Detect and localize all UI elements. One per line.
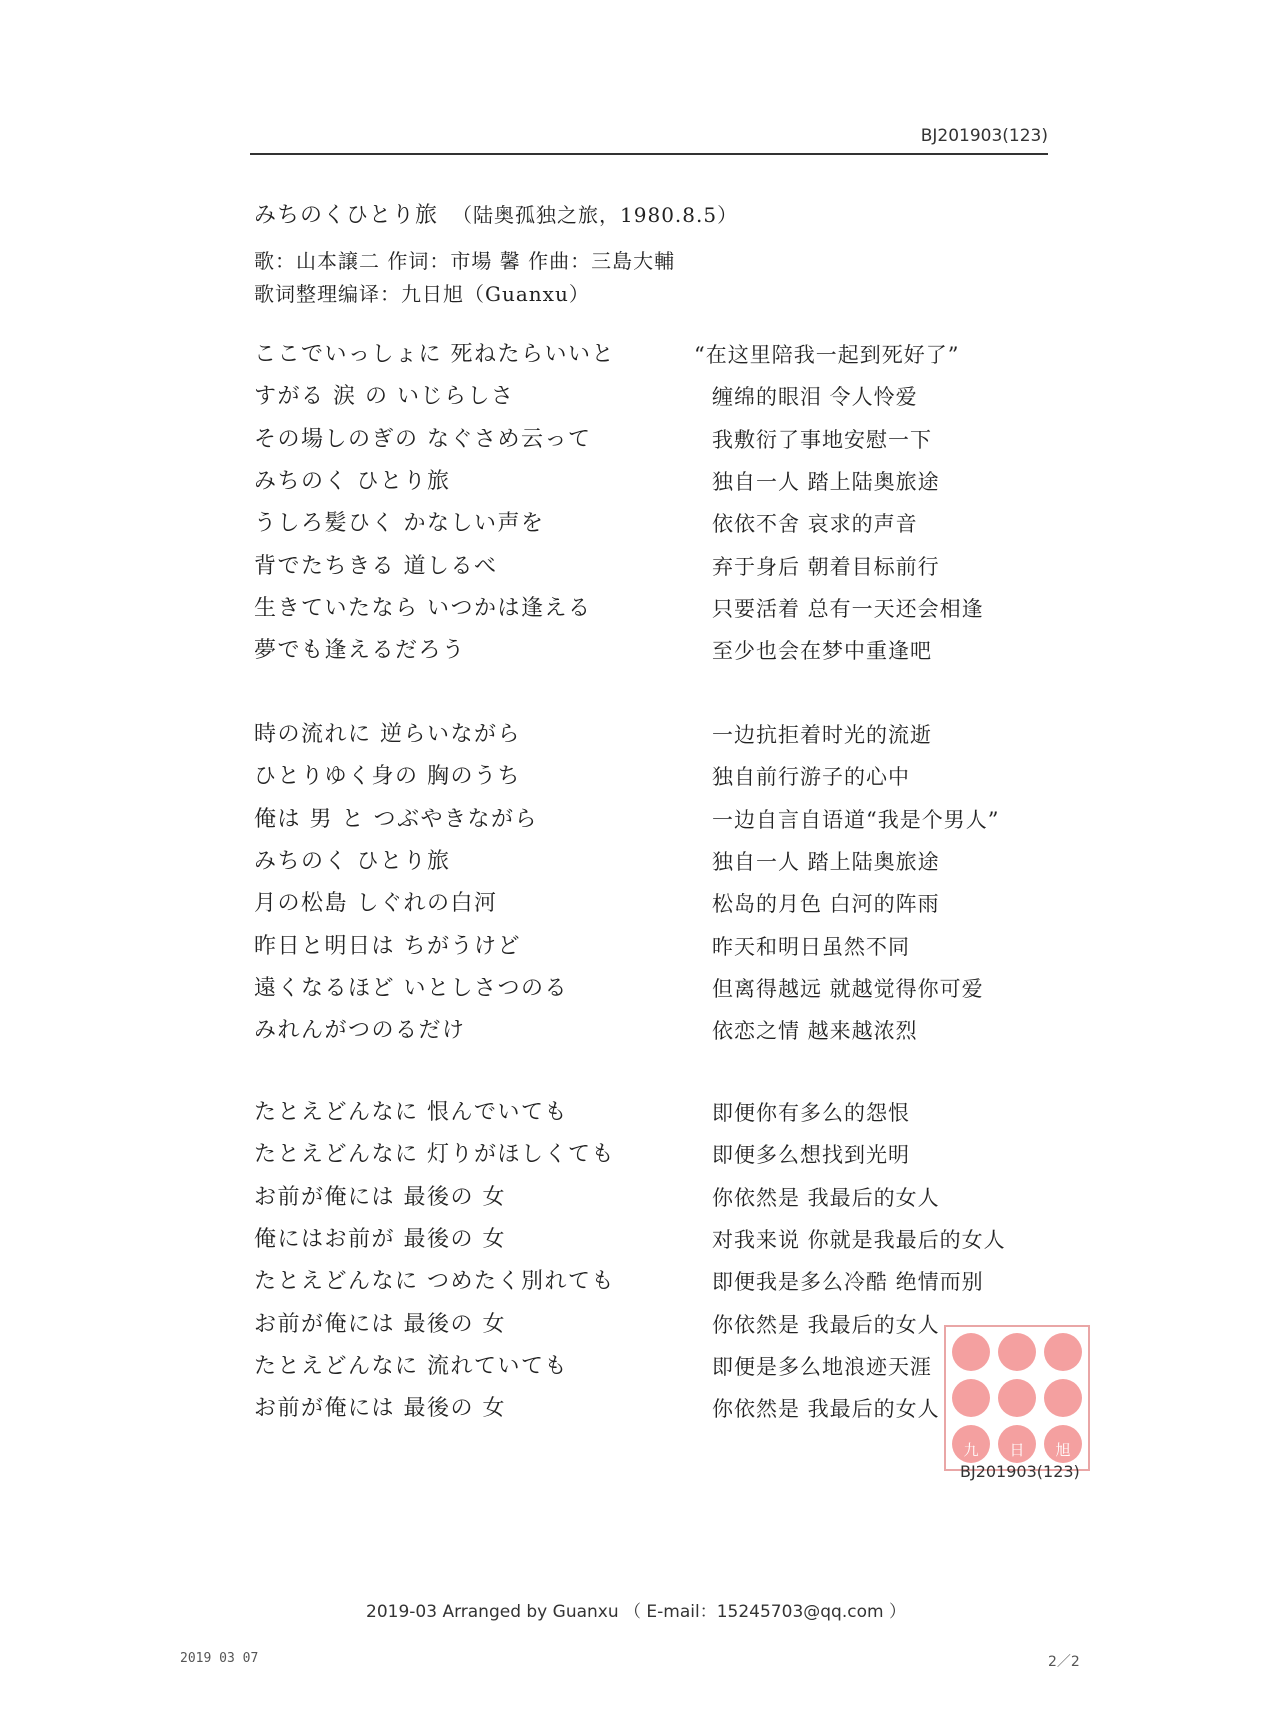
lyric-row: [0, 805, 1272, 841]
chinese-translation: 独自一人 踏上陆奥旅途: [712, 469, 940, 494]
seal-stamp: [944, 1325, 1090, 1471]
song-title-text: みちのくひとり旅: [254, 203, 439, 228]
page-number: 2／2: [1048, 1654, 1080, 1670]
arranger-credit: 歌词整理编译：九日旭（Guanxu）: [254, 282, 590, 306]
seal-dot: [998, 1379, 1036, 1417]
japanese-line: たとえどんなに 灯りがほしくても: [254, 1142, 615, 1168]
lyric-row: [0, 467, 1272, 503]
japanese-line: 昨日と明日は ちがうけど: [254, 933, 521, 959]
japanese-line: うしろ髪ひく かなしい声を: [254, 511, 545, 537]
japanese-line: 夢でも逢えるだろう: [254, 638, 466, 664]
chinese-translation: 即便是多么地浪迹天涯: [712, 1354, 932, 1379]
chinese-translation: 我敷衍了事地安慰一下: [712, 427, 932, 452]
chinese-translation: 昨天和明日虽然不同: [712, 934, 910, 959]
chinese-translation: 弃于身后 朝着目标前行: [712, 554, 940, 579]
song-subtitle: （陆奥孤独之旅，1980.8.5）: [452, 203, 739, 227]
lyric-row: [0, 425, 1272, 461]
song-credits: 歌：山本譲二 作词：市場 馨 作曲：三島大輔: [254, 249, 676, 273]
lyric-row: [0, 932, 1272, 968]
lyric-row: [0, 974, 1272, 1010]
japanese-line: 俺は 男 と つぶやきながら: [254, 806, 538, 832]
print-date: 2019 03 07: [180, 1651, 259, 1666]
seal-dot: [998, 1333, 1036, 1371]
japanese-line: お前が俺には 最後の 女: [254, 1184, 506, 1210]
chinese-translation: 至少也会在梦中重逢吧: [712, 639, 932, 664]
lyric-row: [0, 594, 1272, 630]
chinese-translation: 依恋之情 越来越浓烈: [712, 1019, 918, 1044]
lyric-row: [0, 1098, 1272, 1134]
chinese-translation: 松岛的月色 白河的阵雨: [712, 892, 940, 917]
chinese-translation: 对我来说 你就是我最后的女人: [712, 1227, 1006, 1252]
japanese-line: 生きていたなら いつかは逢える: [254, 595, 592, 621]
chinese-translation: 即便我是多么冷酷 绝情而别: [712, 1270, 984, 1295]
seal-document-id: BJ201903(123): [960, 1462, 1080, 1481]
lyric-row: [0, 1225, 1272, 1261]
lyric-row: [0, 1183, 1272, 1219]
japanese-line: ここでいっしょに 死ねたらいいと: [254, 342, 615, 367]
lyric-row: [0, 889, 1272, 925]
japanese-line: すがる 涙 の いじらしさ: [254, 384, 515, 410]
japanese-line: 時の流れに 逆らいながら: [254, 722, 521, 747]
chinese-translation: 只要活着 总有一天还会相逢: [712, 596, 984, 621]
lyric-row: [0, 382, 1272, 418]
song-title: [254, 198, 738, 229]
lyric-row: [0, 762, 1272, 798]
header-rule: [250, 153, 1048, 155]
seal-char: 日: [1009, 1441, 1025, 1459]
japanese-line: 背でたちきる 道しるべ: [254, 553, 498, 579]
lyric-row: [0, 552, 1272, 588]
chinese-translation: 即便你有多么的怨恨: [712, 1101, 910, 1125]
chinese-translation: 依依不舍 哀求的声音: [712, 512, 918, 537]
chinese-translation: 你依然是 我最后的女人: [712, 1185, 940, 1210]
japanese-line: 俺にはお前が 最後の 女: [254, 1226, 506, 1252]
chinese-translation: 一边自言自语道“我是个男人”: [712, 807, 1000, 832]
japanese-line: みちのく ひとり旅: [254, 468, 451, 494]
lyric-row: [0, 1140, 1272, 1176]
lyric-row: [0, 340, 1272, 376]
seal-dot: [952, 1379, 990, 1417]
chinese-translation: 独自前行游子的心中: [712, 765, 910, 790]
chinese-translation: 一边抗拒着时光的流逝: [712, 723, 932, 747]
document-id: BJ201903(123): [920, 126, 1048, 146]
japanese-line: ひとりゆく身の 胸のうち: [254, 764, 521, 790]
japanese-line: みれんがつのるだけ: [254, 1018, 466, 1044]
chinese-translation: 独自一人 踏上陆奥旅途: [712, 849, 940, 874]
footer-text: 2019-03 Arranged by Guanxu （ E-mail：15245703@qq.com ）: [366, 1602, 906, 1622]
chinese-translation: 缠绵的眼泪 令人怜爱: [712, 385, 918, 410]
chinese-translation: 即便多么想找到光明: [712, 1143, 910, 1168]
japanese-line: みちのく ひとり旅: [254, 848, 451, 874]
seal-dot: [952, 1333, 990, 1371]
lyric-row: [0, 509, 1272, 545]
japanese-line: 遠くなるほど いとしさつのる: [254, 975, 568, 1001]
seal-char: 九: [963, 1441, 979, 1459]
japanese-line: その場しのぎの なぐさめ云って: [254, 426, 592, 452]
lyric-row: [0, 720, 1272, 756]
japanese-line: たとえどんなに つめたく別れても: [254, 1269, 615, 1295]
seal-dot: [1044, 1333, 1082, 1371]
japanese-line: たとえどんなに 流れていても: [254, 1353, 568, 1379]
lyric-row: [0, 1016, 1272, 1052]
japanese-line: お前が俺には 最後の 女: [254, 1396, 506, 1422]
japanese-line: お前が俺には 最後の 女: [254, 1311, 506, 1337]
chinese-translation: 你依然是 我最后的女人: [712, 1397, 940, 1422]
seal-dot: [1044, 1379, 1082, 1417]
lyric-row: [0, 1267, 1272, 1303]
chinese-translation: “在这里陪我一起到死好了”: [694, 343, 960, 367]
lyric-row: [0, 847, 1272, 883]
seal-char: 旭: [1055, 1441, 1071, 1459]
chinese-translation: 你依然是 我最后的女人: [712, 1312, 940, 1337]
chinese-translation: 但离得越远 就越觉得你可爱: [712, 976, 984, 1001]
japanese-line: 月の松島 しぐれの白河: [254, 891, 498, 917]
japanese-line: たとえどんなに 恨んでいても: [254, 1100, 568, 1125]
lyric-row: [0, 636, 1272, 672]
